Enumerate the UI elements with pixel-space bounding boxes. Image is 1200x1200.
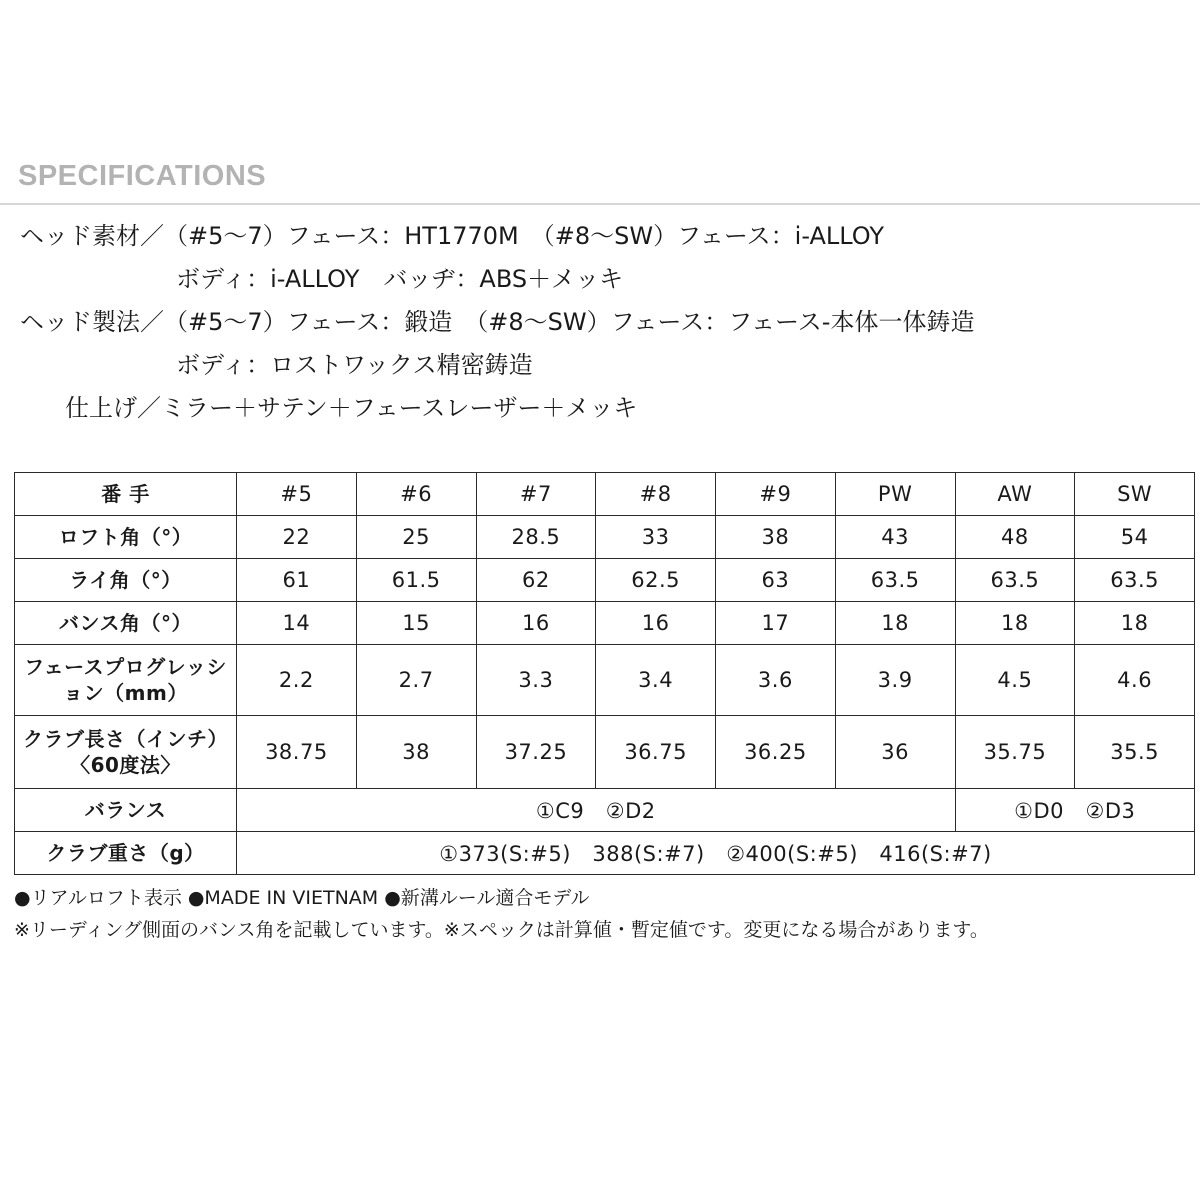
table-row-balance: [15, 789, 1195, 832]
column-header: PW: [835, 473, 955, 516]
table-cell: 36.75: [596, 716, 716, 789]
row-label: ロフト角（°）: [15, 516, 237, 559]
table-cell: 48: [955, 516, 1075, 559]
footnotes: [14, 882, 1194, 946]
column-header: AW: [955, 473, 1075, 516]
row-label-line: ョン（mm）: [63, 681, 188, 705]
column-header: SW: [1075, 473, 1195, 516]
table-cell: 63.5: [835, 559, 955, 602]
table-cell: 15: [356, 602, 476, 645]
table-row-bounce: [15, 602, 1195, 645]
row-label: [15, 645, 237, 716]
row-label: バンス角（°）: [15, 602, 237, 645]
table-cell: 4.5: [955, 645, 1075, 716]
section-title: SPECIFICATIONS: [18, 160, 267, 192]
table-cell: 63.5: [955, 559, 1075, 602]
table-header-row: [15, 473, 1195, 516]
column-header: #6: [356, 473, 476, 516]
table-cell: 38.75: [237, 716, 357, 789]
table-row-lie: [15, 559, 1195, 602]
table-cell: 16: [596, 602, 716, 645]
disclaimer-note: ※リーディング側面のバンス角を記載しています。※スペックは計算値・暫定値です。変更になる場合があります。: [14, 919, 989, 941]
body-manufacturing-line: ボディ：ロストワックス精密鋳造: [176, 351, 533, 379]
table-cell: 3.9: [835, 645, 955, 716]
table-cell: 2.2: [237, 645, 357, 716]
finish-line: 仕上げ／ミラー＋サテン＋フェースレーザー＋メッキ: [65, 394, 638, 422]
table-row-club-length: [15, 716, 1195, 789]
table-cell: 16: [476, 602, 596, 645]
table-cell: 14: [237, 602, 357, 645]
table-cell: 3.4: [596, 645, 716, 716]
table-cell: 61.5: [356, 559, 476, 602]
head-manufacturing-line: ヘッド製法／（#5〜7）フェース：鍛造 （#8〜SW）フェース：フェース‐本体一体鋳造: [20, 308, 975, 336]
title-divider: [0, 203, 1200, 205]
row-label: バランス: [15, 789, 237, 832]
club-number-header: 番 手: [15, 473, 237, 516]
table-cell: 4.6: [1075, 645, 1195, 716]
table-cell: 3.3: [476, 645, 596, 716]
table-cell: 36: [835, 716, 955, 789]
body-badge-line: ボディ：i-ALLOY バッヂ：ABS＋メッキ: [176, 265, 624, 293]
table-cell: 25: [356, 516, 476, 559]
club-weight-cell: ①373(S:#5) 388(S:#7) ②400(S:#5) 416(S:#7): [237, 832, 1195, 875]
table-cell: 3.6: [716, 645, 836, 716]
feature-note: ●リアルロフト表示 ●MADE IN VIETNAM ●新溝ルール適合モデル: [14, 887, 590, 909]
column-header: #5: [237, 473, 357, 516]
table-cell: 63.5: [1075, 559, 1195, 602]
table-cell: 18: [835, 602, 955, 645]
table-row-loft: [15, 516, 1195, 559]
table-cell: 62: [476, 559, 596, 602]
row-label-line: クラブ長さ（インチ）: [23, 727, 228, 751]
table-cell: 43: [835, 516, 955, 559]
table-cell: 36.25: [716, 716, 836, 789]
table-cell: 37.25: [476, 716, 596, 789]
table-cell: 35.5: [1075, 716, 1195, 789]
table-cell: 33: [596, 516, 716, 559]
table-cell: 35.75: [955, 716, 1075, 789]
table-cell: 17: [716, 602, 836, 645]
balance-wedges-cell: ①D0 ②D3: [955, 789, 1195, 832]
table-cell: 2.7: [356, 645, 476, 716]
row-label: ライ角（°）: [15, 559, 237, 602]
column-header: #9: [716, 473, 836, 516]
row-label: [15, 716, 237, 789]
table-cell: 18: [1075, 602, 1195, 645]
table-cell: 18: [955, 602, 1075, 645]
head-material-line: ヘッド素材／（#5〜7）フェース：HT1770M （#8〜SW）フェース：i-ALLOY: [20, 222, 885, 250]
column-header: #8: [596, 473, 716, 516]
row-label-line: 〈60度法〉: [70, 753, 181, 777]
table-cell: 54: [1075, 516, 1195, 559]
row-label-line: フェースプログレッシ: [24, 655, 227, 679]
table-row-face-progression: [15, 645, 1195, 716]
table-cell: 62.5: [596, 559, 716, 602]
column-header: #7: [476, 473, 596, 516]
table-cell: 28.5: [476, 516, 596, 559]
table-row-club-weight: [15, 832, 1195, 875]
table-cell: 38: [716, 516, 836, 559]
table-cell: 61: [237, 559, 357, 602]
table-cell: 38: [356, 716, 476, 789]
table-cell: 63: [716, 559, 836, 602]
row-label: クラブ重さ（g）: [15, 832, 237, 875]
balance-irons-cell: ①C9 ②D2: [237, 789, 956, 832]
table-cell: 22: [237, 516, 357, 559]
spec-table: [14, 472, 1195, 875]
